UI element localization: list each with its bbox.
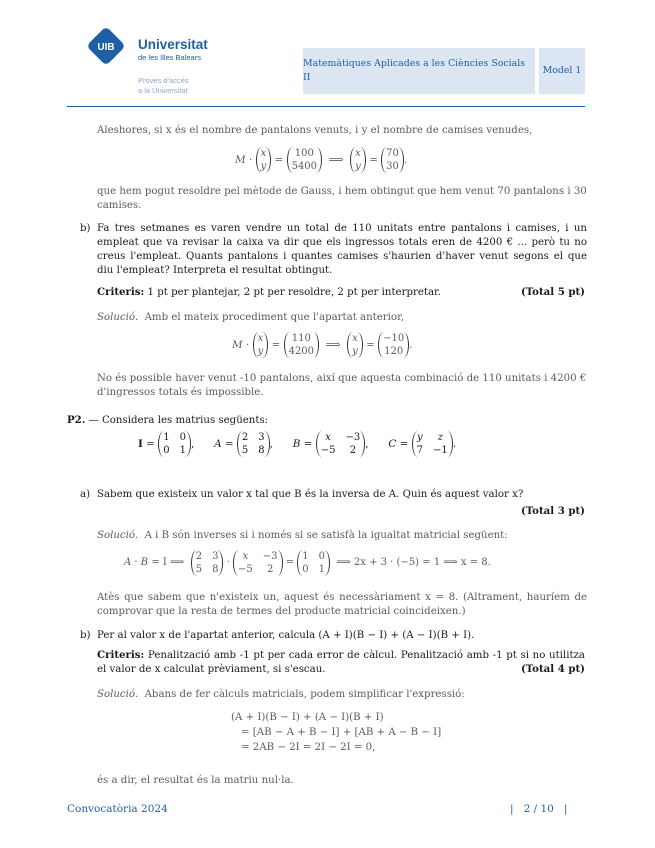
uib-diamond-icon: [86, 26, 126, 66]
logo-short: UIB: [97, 42, 115, 53]
b2-criteris: Criteris: Penalització amb -1 pt per cada error de càlcul. Penalització amb -1 pt si no utilitza el valor de x calculat prèviament, si s'escau.: [97, 649, 585, 675]
logo-sub: de les Illes Balears: [138, 53, 201, 62]
b2-label: b): [80, 630, 91, 641]
footer-convocatoria: Convocatòria 2024: [67, 803, 168, 815]
p2-heading: P2. — Considera les matrius següents:: [67, 414, 269, 426]
a2-total: (Total 3 pt): [520, 505, 585, 517]
a2-label: a): [80, 489, 91, 500]
p1-intro: Aleshores, si x és el nombre de pantalons venuts, i y el nombre de camises venudes,: [97, 125, 533, 136]
a2-equation: A · B = I ⟹ 2 3 5 8 · x −3 −5 2 = 1 0 0 1 ⟹ 2x + 3 · (−5) = 1 ⟹ x = 8.: [124, 551, 491, 575]
b2-after: és a dir, el resultat és la matriu nul·la.: [97, 775, 294, 786]
p1-equation: M · x y = 100 5400 ⟹ x y = 70 30 .: [235, 148, 408, 172]
model-label: Model 1: [539, 48, 585, 94]
b-solution-intro: Solució. Amb el mateix procediment que l'apartat anterior,: [97, 312, 405, 323]
logo-name: Universitat: [138, 37, 208, 52]
b2-total: (Total 4 pt): [520, 663, 585, 675]
b2-text: Per al valor x de l'apartat anterior, calcula (A + I)(B − I) + (A − I)(B + I).: [97, 630, 475, 641]
b-criteris: Criteris: 1 pt per plantejar, 2 pt per resoldre, 2 pt per interpretar. (Total 5 pt): [97, 286, 585, 298]
subject-title: Matemàtiques Aplicades a les Ciències Socials II: [303, 48, 535, 94]
logo-slogan: Proves d'accés a la Universitat: [138, 76, 189, 95]
footer-page: | 2 / 10 |: [510, 803, 568, 815]
a2-solution-intro: Solució. A i B són inverses si i només si se satisfà la igualtat matricial següent:: [97, 530, 508, 541]
b2-derivation: (A + I)(B − I) + (A − I)(B + I) = [AB − A + B − I] + [AB + A − B − I] = 2AB − 2I = 2I − 2I = 0,: [231, 712, 442, 753]
b-label: b): [80, 223, 91, 234]
p1-after: que hem pogut resoldre pel mètode de Gauss, i hem obtingut que hem venut 70 pantalons i 30 camises.: [97, 186, 587, 211]
b-text: Fa tres setmanes es varen vendre un total de 110 unitats entre pantalons i camises, i un empleat que va revisar la caixa va dir que els ingressos totals eren de 4200 € ... però tu no creus l'empleat. Quants pantalons i quantes camises s'haurien d'haver venut segons el que diu l'empleat? Interpreta el resultat obtingut.: [97, 223, 587, 276]
b-equation: M · x y = 110 4200 ⟹ x y = −10 120 .: [232, 333, 413, 357]
header-divider: [67, 106, 585, 107]
a2-solution-after: Atès que sabem que n'existeix un, aquest és necessàriament x = 8. (Altrament, hauríem de comprovar que la resta de termes del producte matricial coincideixen.): [97, 592, 587, 617]
b-solution-after: No és possible haver venut -10 pantalons, així que aquesta combinació de 110 unitats i 4200 € d'ingressos totals és impossible.: [97, 373, 587, 398]
a2-text: Sabem que existeix un valor x tal que B és la inversa de A. Quin és aquest valor x?: [97, 489, 524, 500]
p2-matrices: I = 1 0 0 1 , A = 2 3 5 8 , B = x −3 −5 2 , C = y z 7 −1 .: [138, 432, 457, 456]
b2-solution-intro: Solució. Abans de fer càlculs matricials, podem simplificar l'expressió:: [97, 689, 465, 700]
